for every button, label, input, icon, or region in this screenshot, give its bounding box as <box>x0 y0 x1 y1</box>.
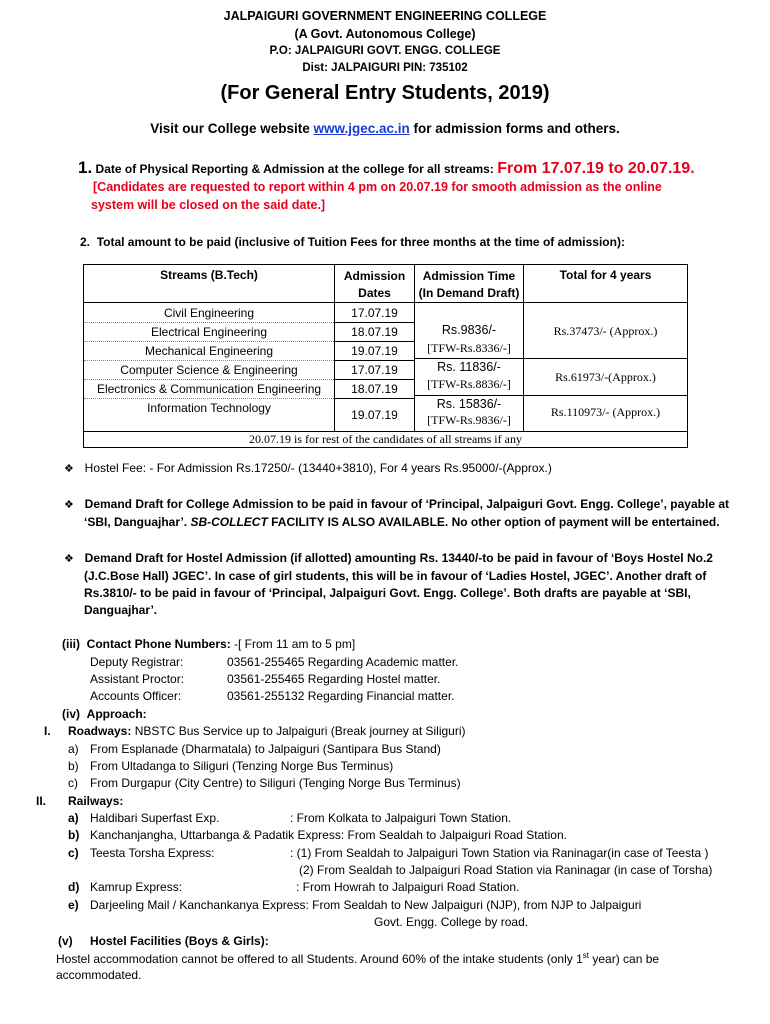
contact-role: Assistant Proctor: <box>90 672 185 686</box>
rail-item-text: Kamrup Express: <box>90 880 183 894</box>
contact-role: Deputy Registrar: <box>90 655 184 669</box>
fee-header-dates: Admission Dates <box>335 265 415 303</box>
road-item <box>68 759 393 773</box>
website-prefix: Visit our College website <box>150 121 314 136</box>
road-item-text: From Ultadanga to Siliguri (Tenzing Norge Bus Terminus) <box>90 759 394 773</box>
hostel-label: Hostel Facilities (Boys & Girls): <box>90 934 269 948</box>
fee-header-streams: Streams (B.Tech) <box>84 265 335 303</box>
road-item <box>68 776 461 790</box>
stream-name: Information Technology <box>147 401 271 415</box>
fee-amount: Rs. 15836/- <box>436 397 502 411</box>
contact-row <box>90 689 454 703</box>
hostel-text-line2: accommodated. <box>56 968 142 982</box>
hostel-draft-line4: Danguajhar’. <box>84 603 158 617</box>
rail-item <box>68 811 511 825</box>
approach-label: Approach: <box>86 707 147 721</box>
road-item <box>68 742 441 756</box>
total-amount: Rs.61973/-(Approx.) <box>524 359 687 396</box>
fee-tfw: [TFW-Rs.8836/-] <box>427 377 511 391</box>
sb-collect-text: SB-COLLECT <box>190 515 268 529</box>
fee-table-footer: 20.07.19 is for rest of the candidates of all streams if any <box>84 432 688 448</box>
road-item-text: From Durgapur (City Centre) to Siliguri (Tenging Norge Bus Terminus) <box>90 776 461 790</box>
rail-item-key: a) <box>68 811 79 825</box>
contact-hours: -[ From 11 am to 5 pm] <box>230 637 356 651</box>
stream-name: Electrical Engineering <box>84 323 334 342</box>
roadways-line <box>44 724 466 738</box>
rail-item-text: Teesta Torsha Express: <box>90 846 215 860</box>
rail-item-text-cont: Govt. Engg. College by road. <box>374 915 529 929</box>
hostel-fee-text: Hostel Fee: - For Admission Rs.17250/- (13440+3810), For 4 years Rs.95000/-(Approx.) <box>84 461 552 475</box>
college-district: Dist: JALPAIGURI PIN: 735102 <box>302 62 468 74</box>
total-amount: Rs.110973/- (Approx.) <box>550 405 661 419</box>
contact-detail: 03561-255465 Regarding Academic matter. <box>227 655 459 669</box>
road-item-text: From Esplanade (Dharmatala) to Jalpaiguri (Santipara Bus Stand) <box>90 742 441 756</box>
railways-label: Railways: <box>68 794 124 808</box>
bullet-hostel-fee <box>64 461 552 475</box>
rail-item-route: : (1) From Sealdah to Jalpaiguri Town Station via Raninagar(in case of Teesta ) <box>290 846 709 860</box>
item1-line <box>78 158 695 178</box>
approach-num: (iv) <box>62 707 80 721</box>
contact-num: (iii) <box>62 637 80 651</box>
hostel-text-cont: year) can be <box>589 952 660 966</box>
college-draft-line1: Demand Draft for College Admission to be paid in favour of ‘Principal, Jalpaiguri Govt. Engg. College’, payable at <box>84 497 729 511</box>
item2-text: Total amount to be paid (inclusive of Tuition Fees for three months at the time of admission): <box>96 235 625 249</box>
admission-date: 19.07.19 <box>351 408 398 422</box>
admission-date: 19.07.19 <box>335 342 414 361</box>
hostel-draft-line1: Demand Draft for Hostel Admission (if allotted) amounting Rs. 13440/-to be paid in favour of ‘Boys Hostel No.2 <box>84 551 713 565</box>
roadways-num: I. <box>44 724 51 738</box>
fee-tfw: [TFW-Rs.9836/-] <box>427 413 511 427</box>
rail-item-route: : From Kolkata to Jalpaiguri Town Station. <box>290 811 512 825</box>
contact-detail: 03561-255465 Regarding Hostel matter. <box>227 672 441 686</box>
rail-item <box>68 828 567 842</box>
fee-streams-cell <box>84 303 335 432</box>
contact-heading <box>62 637 355 651</box>
contact-detail: 03561-255132 Regarding Financial matter. <box>227 689 455 703</box>
diamond-bullet-icon: ❖ <box>64 553 74 565</box>
fee-amount: Rs. 11836/- <box>437 360 501 374</box>
fee-header-total: Total for 4 years <box>524 265 688 303</box>
contact-role: Accounts Officer: <box>90 689 182 703</box>
fee-header-time: Admission Time (In Demand Draft) <box>415 265 524 303</box>
hostel-text-line1 <box>56 951 659 966</box>
website-line <box>0 121 770 136</box>
rail-item-text: Darjeeling Mail / Kanchankanya Express: From Sealdah to New Jalpaiguri (NJP), from NJP to Jalpaiguri <box>90 898 642 912</box>
item1-period: . <box>690 160 695 177</box>
bullet-college-draft <box>64 496 729 531</box>
contact-label: Contact Phone Numbers: <box>86 637 231 651</box>
website-link[interactable]: www.jgec.ac.in <box>313 121 410 136</box>
rail-item-key: c) <box>68 846 79 860</box>
college-draft-line2a: ‘SBI, Danguajhar’. <box>84 515 191 529</box>
hostel-text: Hostel accommodation cannot be offered to all Students. Around 60% of the intake students (only 1 <box>56 952 583 966</box>
road-item-key: a) <box>68 742 79 756</box>
hostel-draft-line2: (J.C.Bose Hall) JGEC’. In case of girl students, this will be in favour of ‘Ladies Hostel, JGEC’. Another draft of <box>84 569 707 583</box>
rail-item-key: d) <box>68 880 80 894</box>
roadways-text: NBSTC Bus Service up to Jalpaiguri (Break journey at Siliguri) <box>131 724 466 738</box>
hostel-sup: st <box>582 951 590 960</box>
rail-item-key: b) <box>68 828 80 842</box>
fee-time-cell <box>415 303 524 432</box>
admission-date: 17.07.19 <box>335 304 414 323</box>
fee-tfw: [TFW-Rs.8336/-] <box>427 341 511 355</box>
diamond-bullet-icon: ❖ <box>64 463 74 475</box>
website-suffix: for admission forms and others. <box>409 121 620 136</box>
fee-dates-cell <box>335 303 415 432</box>
total-amount: Rs.37473/- (Approx.) <box>524 303 687 359</box>
rail-item-text: Kanchanjangha, Uttarbanga & Padatik Express: From Sealdah to Jalpaiguri Road Station. <box>90 828 567 842</box>
rail-item <box>68 898 641 912</box>
stream-name: Mechanical Engineering <box>84 342 334 361</box>
college-postal: P.O: JALPAIGURI GOVT. ENGG. COLLEGE <box>269 45 501 57</box>
fee-table <box>83 264 688 448</box>
roadways-label: Roadways: <box>68 724 132 738</box>
stream-name: Civil Engineering <box>84 304 334 323</box>
admission-date: 18.07.19 <box>335 323 414 342</box>
fee-total-cell <box>524 303 688 432</box>
bullet-hostel-draft <box>64 550 713 619</box>
rail-item-route: (2) From Sealdah to Jalpaiguri Road Station via Raninagar (in case of Torsha) <box>299 863 713 877</box>
page-title: (For General Entry Students, 2019) <box>220 82 550 104</box>
railways-line <box>36 794 123 808</box>
college-draft-line2b: FACILITY IS ALSO AVAILABLE. No other option of payment will be entertained. <box>267 515 720 529</box>
college-name: JALPAIGURI GOVERNMENT ENGINEERING COLLEGE <box>223 9 547 23</box>
item1-note-line2: system will be closed on the said date.] <box>91 198 326 212</box>
admission-date: 17.07.19 <box>335 361 414 380</box>
rail-item <box>68 880 519 894</box>
contact-row <box>90 672 440 686</box>
road-item-key: c) <box>68 776 78 790</box>
stream-name: Computer Science & Engineering <box>84 361 334 380</box>
stream-name: Electronics & Communication Engineering <box>84 380 334 399</box>
fee-amount: Rs.9836/- <box>441 323 497 337</box>
rail-item-key: e) <box>68 898 79 912</box>
admission-date: 18.07.19 <box>335 380 414 399</box>
contact-row <box>90 655 459 669</box>
hostel-num: (v) <box>58 934 73 948</box>
rail-item-text: Haldibari Superfast Exp. <box>90 811 220 825</box>
item2-line <box>80 235 625 249</box>
railways-num: II. <box>36 794 47 808</box>
hostel-heading <box>58 934 269 948</box>
hostel-draft-line3: Rs.3810/- to be paid in favour of ‘Principal, Jalpaiguri Govt. Engg. College’. Both drafts are payable at ‘SBI, <box>84 586 691 600</box>
item2-num: 2. <box>80 235 91 249</box>
approach-heading <box>62 707 147 721</box>
rail-item-route: : From Howrah to Jalpaiguri Road Station. <box>296 880 520 894</box>
item1-note-line1: [Candidates are requested to report within 4 pm on 20.07.19 for smooth admission as the online <box>93 180 662 194</box>
road-item-key: b) <box>68 759 79 773</box>
college-status: (A Govt. Autonomous College) <box>294 27 476 41</box>
item1-text: Date of Physical Reporting & Admission at the college for all streams: <box>95 162 498 176</box>
item1-num: 1. <box>78 158 93 177</box>
rail-item <box>68 846 708 860</box>
item1-dates: From 17.07.19 to 20.07.19 <box>497 160 691 177</box>
diamond-bullet-icon: ❖ <box>64 499 74 511</box>
